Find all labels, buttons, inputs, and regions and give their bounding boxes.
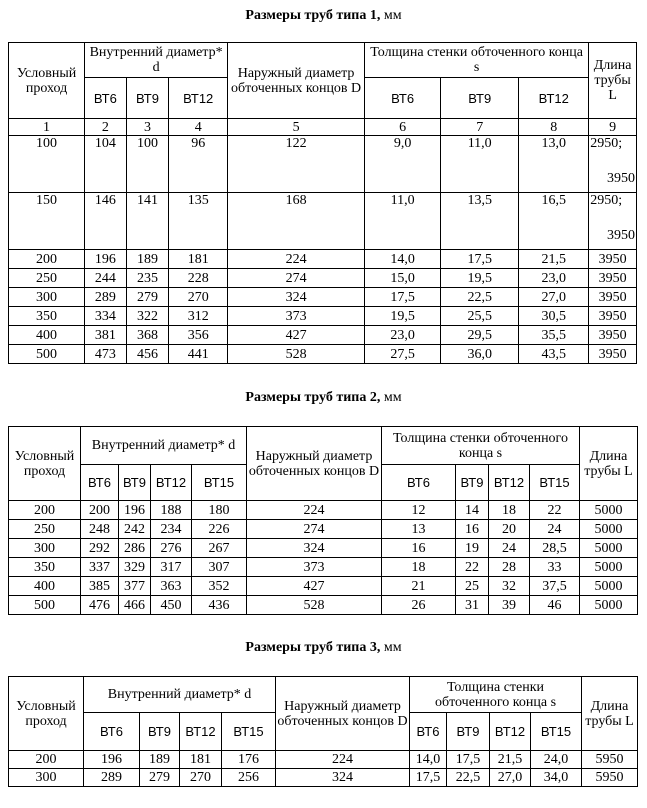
cell: 16 — [456, 520, 489, 539]
cell: 27,0 — [490, 769, 531, 787]
table-row — [9, 269, 637, 288]
cell: 17,5 — [447, 751, 490, 769]
table1-title: Размеры труб типа 1, мм — [245, 8, 402, 23]
cell: 13,5 — [441, 193, 519, 250]
t1-h-outer: Наружный диаметр обточенных концов D — [228, 43, 365, 119]
cell: 19,5 — [365, 307, 441, 326]
t2-h-inner: Внутренний диаметр* d — [81, 427, 247, 465]
cell: 168 — [228, 193, 365, 250]
t3-sub: ВТ6 — [84, 713, 140, 751]
cell: 456 — [126, 345, 169, 364]
cell: 200 — [9, 751, 84, 769]
table-row — [9, 326, 637, 345]
cell: 200 — [81, 501, 119, 520]
table-row — [9, 520, 638, 539]
t1-h-cond: Условный проход — [9, 43, 85, 119]
cell: 250 — [9, 520, 81, 539]
cell: 37,5 — [530, 577, 580, 596]
cell: 324 — [276, 769, 410, 787]
cell: 279 — [140, 769, 180, 787]
cell: 28 — [489, 558, 530, 577]
cell: 334 — [85, 307, 127, 326]
cell: 373 — [247, 558, 382, 577]
cell: 289 — [85, 288, 127, 307]
table-row — [9, 577, 638, 596]
cell: 24 — [489, 539, 530, 558]
t1-sub: ВТ6 — [85, 78, 127, 119]
t3-sub: ВТ12 — [180, 713, 222, 751]
length-a: 2950; — [590, 136, 623, 151]
cell: 466 — [119, 596, 151, 615]
cell: 17,5 — [365, 288, 441, 307]
table-row — [9, 558, 638, 577]
cell: 181 — [169, 250, 228, 269]
cell: 256 — [222, 769, 276, 787]
t2-sub: ВТ6 — [382, 465, 456, 501]
t2-sub: ВТ15 — [192, 465, 247, 501]
cell: 324 — [247, 539, 382, 558]
cell: 427 — [247, 577, 382, 596]
col-number: 8 — [519, 119, 589, 136]
t3-h-cond: Условный проход — [9, 677, 84, 751]
t1-sub: ВТ9 — [126, 78, 169, 119]
cell: 11,0 — [365, 193, 441, 250]
cell: 104 — [85, 136, 127, 193]
cell: 5950 — [582, 769, 638, 787]
cell: 3950 — [589, 345, 637, 364]
cell: 352 — [192, 577, 247, 596]
t1-sub: ВТ12 — [519, 78, 589, 119]
cell: 29,5 — [441, 326, 519, 345]
cell: 14,0 — [365, 250, 441, 269]
t3-h-outer: Наружный диаметр обточенных концов D — [276, 677, 410, 751]
col-number: 1 — [9, 119, 85, 136]
cell: 250 — [9, 269, 85, 288]
col-number: 6 — [365, 119, 441, 136]
cell: 235 — [126, 269, 169, 288]
t3-h-len: Длина трубы L — [582, 677, 638, 751]
cell: 350 — [9, 558, 81, 577]
cell: 292 — [81, 539, 119, 558]
cell: 43,5 — [519, 345, 589, 364]
cell: 244 — [85, 269, 127, 288]
col-number: 5 — [228, 119, 365, 136]
table-row — [9, 250, 637, 269]
cell: 400 — [9, 326, 85, 345]
cell: 279 — [126, 288, 169, 307]
length-a: 2950; — [590, 193, 623, 208]
cell: 5000 — [580, 520, 638, 539]
col-number: 7 — [441, 119, 519, 136]
cell: 135 — [169, 193, 228, 250]
cell: 270 — [169, 288, 228, 307]
cell: 528 — [247, 596, 382, 615]
t2-sub: ВТ9 — [456, 465, 489, 501]
cell: 100 — [126, 136, 169, 193]
cell: 21,5 — [519, 250, 589, 269]
cell: 35,5 — [519, 326, 589, 345]
cell: 11,0 — [441, 136, 519, 193]
t1-sub: ВТ9 — [441, 78, 519, 119]
t2-h-len: Длина трубы L — [580, 427, 638, 501]
cell: 368 — [126, 326, 169, 345]
cell: 96 — [169, 136, 228, 193]
cell: 381 — [85, 326, 127, 345]
cell: 122 — [228, 136, 365, 193]
cell: 13 — [382, 520, 456, 539]
cell: 363 — [151, 577, 192, 596]
cell: 27,0 — [519, 288, 589, 307]
cell: 5950 — [582, 751, 638, 769]
t3-sub: ВТ12 — [490, 713, 531, 751]
t3-sub: ВТ15 — [222, 713, 276, 751]
cell: 441 — [169, 345, 228, 364]
cell: 322 — [126, 307, 169, 326]
cell: 28,5 — [530, 539, 580, 558]
cell: 3950 — [589, 269, 637, 288]
cell: 300 — [9, 288, 85, 307]
cell: 224 — [247, 501, 382, 520]
t3-h-inner: Внутренний диаметр* d — [84, 677, 276, 713]
cell: 300 — [9, 769, 84, 787]
t1-sub: ВТ6 — [365, 78, 441, 119]
cell: 22 — [456, 558, 489, 577]
table-row — [9, 288, 637, 307]
cell: 141 — [126, 193, 169, 250]
col-number: 4 — [169, 119, 228, 136]
cell: 100 — [9, 136, 85, 193]
t3-sub: ВТ9 — [447, 713, 490, 751]
table-row — [9, 136, 637, 193]
cell: 196 — [84, 751, 140, 769]
cell: 312 — [169, 307, 228, 326]
cell: 22 — [530, 501, 580, 520]
cell: 23,0 — [365, 326, 441, 345]
cell: 500 — [9, 596, 81, 615]
table-row — [9, 751, 638, 769]
cell: 324 — [228, 288, 365, 307]
t2-sub: ВТ15 — [530, 465, 580, 501]
cell: 17,5 — [410, 769, 447, 787]
cell: 17,5 — [441, 250, 519, 269]
cell: 16,5 — [519, 193, 589, 250]
cell: 274 — [228, 269, 365, 288]
cell: 181 — [180, 751, 222, 769]
cell: 24 — [530, 520, 580, 539]
t2-sub: ВТ12 — [489, 465, 530, 501]
cell: 270 — [180, 769, 222, 787]
cell: 5000 — [580, 596, 638, 615]
cell: 3950 — [589, 288, 637, 307]
t3-sub: ВТ9 — [140, 713, 180, 751]
cell: 24,0 — [531, 751, 582, 769]
cell: 450 — [151, 596, 192, 615]
cell: 16 — [382, 539, 456, 558]
table2 — [8, 426, 638, 615]
table-row — [9, 501, 638, 520]
table3-title: Размеры труб типа 3, мм — [245, 640, 402, 655]
cell: 200 — [9, 250, 85, 269]
t2-sub: ВТ6 — [81, 465, 119, 501]
cell-length — [589, 136, 637, 193]
table2-title: Размеры труб типа 2, мм — [245, 390, 402, 405]
cell: 31 — [456, 596, 489, 615]
cell: 188 — [151, 501, 192, 520]
cell: 32 — [489, 577, 530, 596]
cell: 30,5 — [519, 307, 589, 326]
table-row — [9, 539, 638, 558]
cell: 473 — [85, 345, 127, 364]
t1-h-len: Длина трубы L — [589, 43, 637, 119]
cell: 427 — [228, 326, 365, 345]
t2-h-wall: Толщина стенки обточенного конца s — [382, 427, 580, 465]
cell: 9,0 — [365, 136, 441, 193]
cell: 248 — [81, 520, 119, 539]
cell: 14 — [456, 501, 489, 520]
t1-sub: ВТ12 — [169, 78, 228, 119]
cell: 21,5 — [490, 751, 531, 769]
cell: 200 — [9, 501, 81, 520]
cell: 34,0 — [531, 769, 582, 787]
cell: 25,5 — [441, 307, 519, 326]
col-number: 2 — [85, 119, 127, 136]
cell: 300 — [9, 539, 81, 558]
cell: 242 — [119, 520, 151, 539]
cell: 228 — [169, 269, 228, 288]
cell: 436 — [192, 596, 247, 615]
table-row — [9, 307, 637, 326]
cell: 307 — [192, 558, 247, 577]
cell: 150 — [9, 193, 85, 250]
cell: 12 — [382, 501, 456, 520]
t2-sub: ВТ12 — [151, 465, 192, 501]
table-row — [9, 193, 637, 250]
cell: 146 — [85, 193, 127, 250]
cell: 14,0 — [410, 751, 447, 769]
cell: 13,0 — [519, 136, 589, 193]
cell: 5000 — [580, 558, 638, 577]
cell: 21 — [382, 577, 456, 596]
table1 — [8, 42, 637, 364]
t1-h-wall: Толщина стенки обточенного конца s — [365, 43, 589, 78]
cell: 15,0 — [365, 269, 441, 288]
cell: 276 — [151, 539, 192, 558]
cell: 267 — [192, 539, 247, 558]
cell: 189 — [140, 751, 180, 769]
cell: 23,0 — [519, 269, 589, 288]
cell: 476 — [81, 596, 119, 615]
cell: 329 — [119, 558, 151, 577]
cell: 385 — [81, 577, 119, 596]
table-row — [9, 596, 638, 615]
cell: 33 — [530, 558, 580, 577]
cell: 500 — [9, 345, 85, 364]
cell: 39 — [489, 596, 530, 615]
table3 — [8, 676, 638, 787]
col-number: 3 — [126, 119, 169, 136]
t1-col-numbers — [9, 119, 637, 136]
cell: 196 — [85, 250, 127, 269]
cell: 224 — [228, 250, 365, 269]
table-row — [9, 345, 637, 364]
table-row — [9, 769, 638, 787]
t2-h-outer: Наружный диаметр обточенных концов D — [247, 427, 382, 501]
cell: 19 — [456, 539, 489, 558]
cell: 176 — [222, 751, 276, 769]
cell: 317 — [151, 558, 192, 577]
cell: 5000 — [580, 577, 638, 596]
cell: 377 — [119, 577, 151, 596]
cell: 19,5 — [441, 269, 519, 288]
cell: 400 — [9, 577, 81, 596]
col-number: 9 — [589, 119, 637, 136]
cell: 22,5 — [441, 288, 519, 307]
cell: 234 — [151, 520, 192, 539]
cell: 5000 — [580, 501, 638, 520]
cell: 26 — [382, 596, 456, 615]
cell: 3950 — [589, 307, 637, 326]
t2-sub: ВТ9 — [119, 465, 151, 501]
cell: 18 — [382, 558, 456, 577]
length-b: 3950 — [607, 228, 635, 243]
cell: 3950 — [589, 326, 637, 345]
cell: 20 — [489, 520, 530, 539]
cell: 224 — [276, 751, 410, 769]
cell: 226 — [192, 520, 247, 539]
cell: 189 — [126, 250, 169, 269]
cell: 27,5 — [365, 345, 441, 364]
cell-length — [589, 193, 637, 250]
t1-h-inner: Внутренний диаметр* d — [85, 43, 228, 78]
cell: 286 — [119, 539, 151, 558]
cell: 5000 — [580, 539, 638, 558]
cell: 274 — [247, 520, 382, 539]
cell: 350 — [9, 307, 85, 326]
length-b: 3950 — [607, 171, 635, 186]
t3-h-wall: Толщина стенки обточенного конца s — [410, 677, 582, 713]
t3-sub: ВТ15 — [531, 713, 582, 751]
cell: 36,0 — [441, 345, 519, 364]
cell: 3950 — [589, 250, 637, 269]
cell: 18 — [489, 501, 530, 520]
cell: 180 — [192, 501, 247, 520]
cell: 289 — [84, 769, 140, 787]
cell: 46 — [530, 596, 580, 615]
cell: 373 — [228, 307, 365, 326]
t2-h-cond: Условный проход — [9, 427, 81, 501]
cell: 356 — [169, 326, 228, 345]
cell: 196 — [119, 501, 151, 520]
cell: 337 — [81, 558, 119, 577]
t3-sub: ВТ6 — [410, 713, 447, 751]
cell: 528 — [228, 345, 365, 364]
cell: 25 — [456, 577, 489, 596]
cell: 22,5 — [447, 769, 490, 787]
